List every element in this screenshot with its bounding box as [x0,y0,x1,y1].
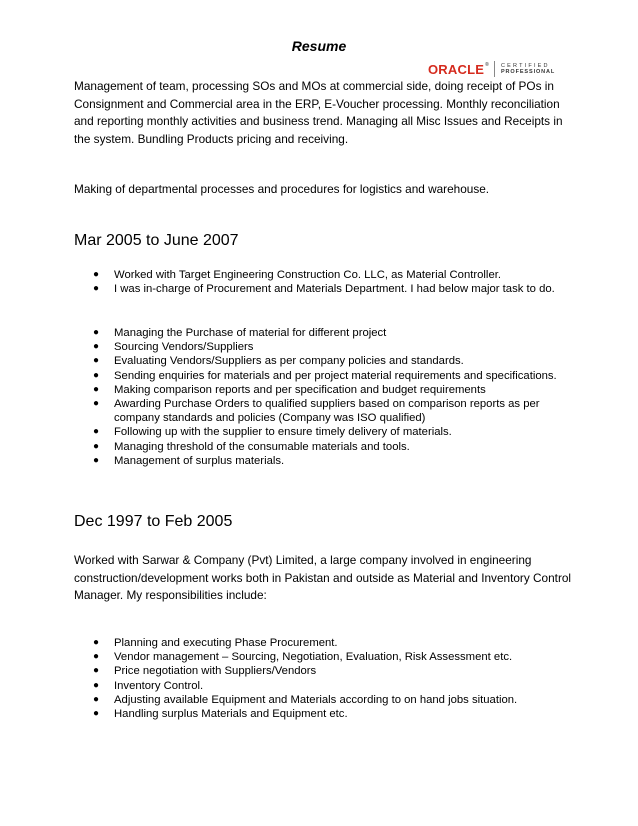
page-title: Resume [291,38,347,54]
list-item [74,282,574,296]
list-item-text: Price negotiation with Suppliers/Vendors [114,665,317,678]
list-item [74,268,574,282]
list-item-text: Adjusting available Equipment and Materials according to on hand jobs situation. [114,693,518,706]
section-heading-1997: Dec 1997 to Feb 2005 [74,513,233,530]
bullet-icon: ● [93,283,100,295]
logo-divider [494,61,495,77]
bullet-icon: ● [93,269,100,280]
bullet-icon: ● [93,341,100,353]
list-item-text: Managing the Purchase of material for different project [114,327,387,339]
sarwar-paragraph: Worked with Sarwar & Company (Pvt) Limited, a large company involved in engineering construction/development works both in Pakistan and outside as Material and Inventory Control Manager. My responsibilities include: [74,553,572,603]
oracle-logo-word: ORACLE® [428,61,489,77]
list-item [74,425,574,439]
bullet-icon: ● [93,454,100,466]
list-item [74,326,574,340]
list-item-text: Making comparison reports and per specification and budget requirements [114,383,486,396]
list-item-text: Evaluating Vendors/Suppliers as per company policies and standards. [114,355,464,368]
list-item [74,454,574,468]
list-item [74,679,574,693]
list-item-text: Managing threshold of the consumable materials and tools. [114,440,410,453]
list-item-text: Vendor management – Sourcing, Negotiation, Evaluation, Risk Assessment etc. [114,651,513,664]
list-item-text: Handling surplus Materials and Equipment etc. [114,708,348,721]
list-item [74,340,574,354]
intro-paragraph: Management of team, processing SOs and MOs at commercial side, doing receipt of POs in Consignment and Commercial area in the ERP, E-Voucher processing. Monthly reconciliation and reporting monthly activities and business trend. Managing all Misc Issues and Receipts in the system. Bundling Products pricing and receiving. [74,79,563,147]
list-item-text: Management of surplus materials. [114,454,285,467]
list-item-text: Planning and executing Phase Procurement. [114,637,338,649]
bullet-list-target-tasks [74,326,574,468]
list-item-text: Following up with the supplier to ensure timely delivery of materials. [114,426,452,439]
list-item [74,369,574,383]
bullet-list-sarwar-responsibilities [74,636,574,721]
list-item [74,636,574,650]
list-item-text: Worked with Target Engineering Construction Co. LLC, as Material Controller. [114,269,502,281]
list-item [74,707,574,721]
list-item-text: Sending enquiries for materials and per project material requirements and specifications. [114,369,557,382]
list-item-text: Sourcing Vendors/Suppliers [114,341,254,354]
bullet-icon: ● [93,665,100,677]
bullet-icon: ● [93,679,100,691]
processes-paragraph: Making of departmental processes and procedures for logistics and warehouse. [74,182,490,196]
list-item [74,354,574,368]
bullet-list-target-role [74,268,574,296]
bullet-icon: ● [93,693,100,705]
bullet-icon: ● [93,426,100,438]
list-item [74,693,574,707]
bullet-icon: ● [93,355,100,367]
list-item [74,440,574,454]
list-item [74,650,574,664]
bullet-icon: ● [93,327,100,338]
list-item-text: I was in-charge of Procurement and Materials Department. I had below major task to do. [114,283,555,296]
bullet-icon: ● [93,651,100,663]
bullet-icon: ● [93,383,100,395]
list-item [74,383,574,397]
bullet-icon: ● [93,369,100,381]
section-heading-2005: Mar 2005 to June 2007 [74,232,239,249]
list-item-text: Inventory Control. [114,679,204,692]
list-item [74,664,574,678]
list-item-text: Awarding Purchase Orders to qualified suppliers based on comparison reports as per company standards and policies (Company was ISO qualified) [114,398,540,425]
bullet-icon: ● [93,398,100,410]
bullet-icon: ● [93,637,100,648]
bullet-icon: ● [93,708,100,720]
list-item [74,397,574,425]
certification-label: CERTIFIED PROFESSIONAL [500,62,556,75]
oracle-certified-logo [428,60,555,78]
bullet-icon: ● [93,440,100,452]
